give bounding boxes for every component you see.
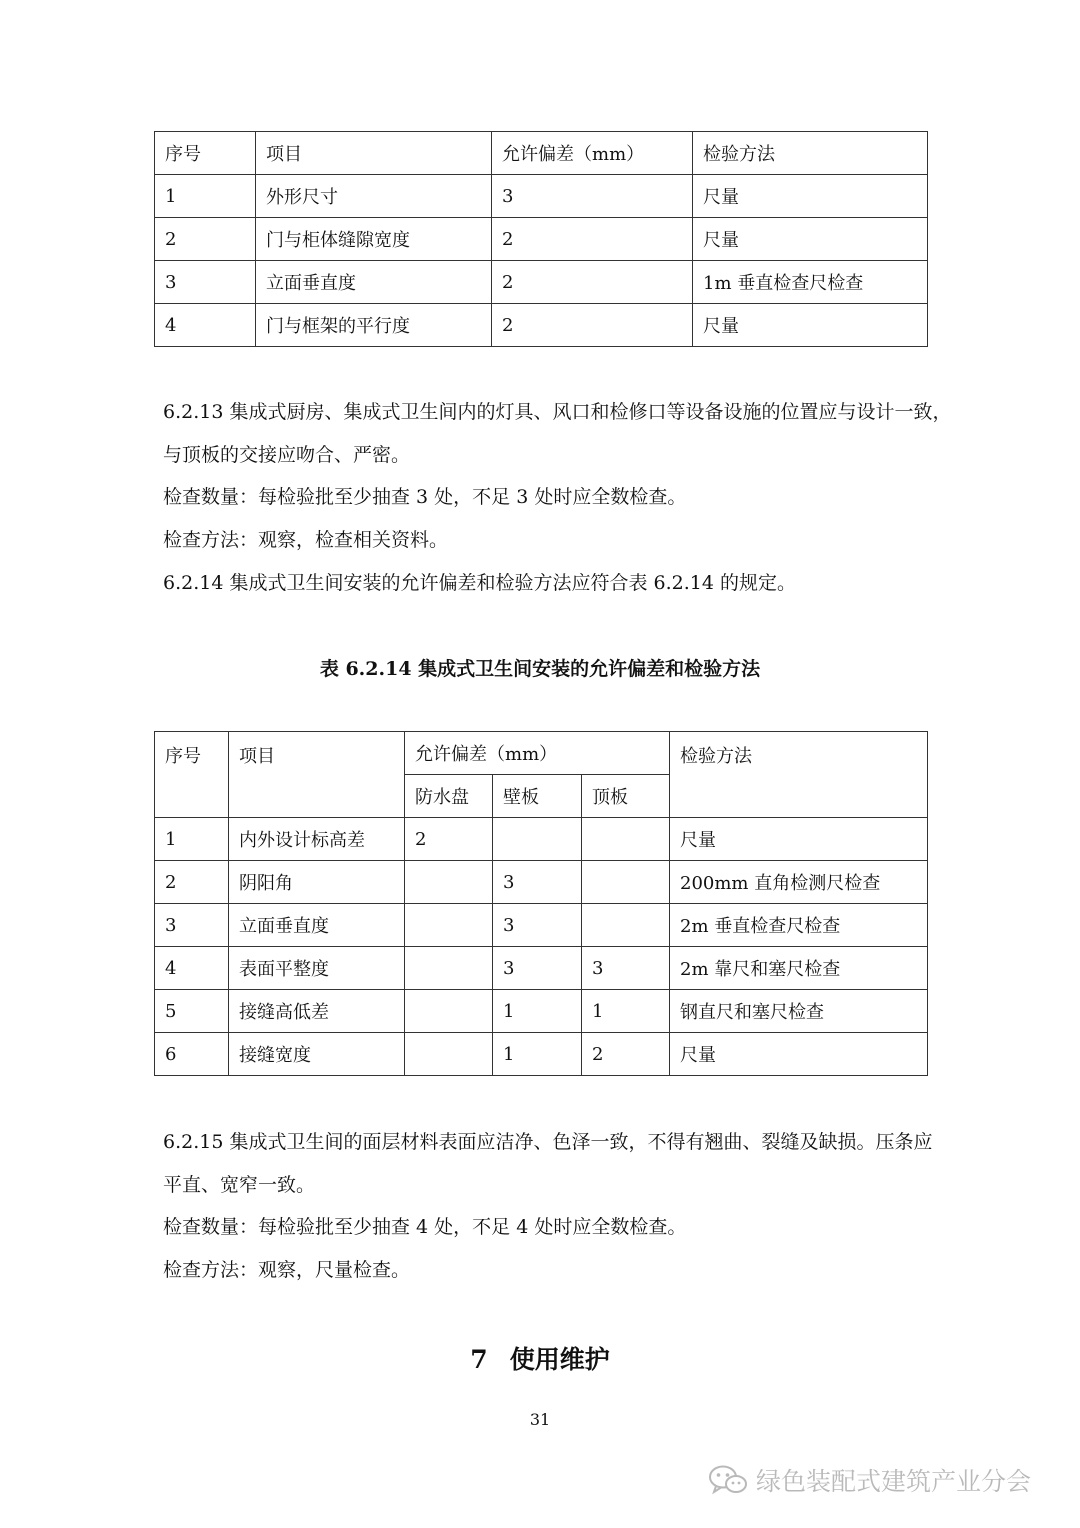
table-cell: 接缝宽度 [229, 1033, 405, 1076]
table-cell: 1 [493, 1033, 582, 1076]
table-cell [582, 818, 670, 861]
clause-6-2-13-line2: 与顶板的交接应吻合、严密。 [163, 444, 411, 466]
check-method-text: 检查方法：观察，检查相关资料。 [163, 529, 449, 551]
table-row [155, 304, 928, 347]
page-number: 31 [529, 1410, 551, 1429]
table-cell [582, 861, 670, 904]
table-row [155, 175, 928, 218]
table-cell [582, 904, 670, 947]
table-cell: 外形尺寸 [256, 175, 492, 218]
table-cell: 2 [155, 218, 256, 261]
table-cell: 3 [493, 947, 582, 990]
header-cell: 允许偏差（mm） [405, 732, 670, 775]
table-cell: 尺量 [693, 218, 928, 261]
header-cell: 允许偏差（mm） [492, 132, 693, 175]
table-header-row [155, 732, 928, 775]
subheader-cell: 防水盘 [405, 775, 493, 818]
table-cell [405, 1033, 493, 1076]
table-cell: 5 [155, 990, 229, 1033]
table-cell: 立面垂直度 [229, 904, 405, 947]
table-cell: 2 [405, 818, 493, 861]
table-row [155, 218, 928, 261]
tolerance-table-1 [154, 131, 928, 347]
table-cell: 立面垂直度 [256, 261, 492, 304]
table-row [155, 990, 928, 1033]
table-row [155, 1033, 928, 1076]
table-cell: 阴阳角 [229, 861, 405, 904]
table-row [155, 818, 928, 861]
check-quantity-text: 检查数量：每检验批至少抽查 3 处，不足 3 处时应全数检查。 [163, 486, 687, 508]
table-caption: 表 6.2.14 集成式卫生间安装的允许偏差和检验方法 [319, 658, 761, 680]
watermark [708, 1460, 1031, 1500]
header-cell: 项目 [229, 732, 405, 818]
header-cell: 检验方法 [693, 132, 928, 175]
table-cell [405, 990, 493, 1033]
tolerance-table-2 [154, 731, 928, 1076]
table-cell [493, 818, 582, 861]
table-header-row [155, 132, 928, 175]
check-method-text: 检查方法：观察，尺量检查。 [163, 1259, 411, 1281]
table-cell: 2 [155, 861, 229, 904]
table-cell: 钢直尺和塞尺检查 [670, 990, 928, 1033]
clause-6-2-15-line1: 6.2.15 集成式卫生间的面层材料表面应洁净、色泽一致，不得有翘曲、裂缝及缺损。压条应 [163, 1131, 933, 1153]
table-cell: 2 [492, 218, 693, 261]
table-cell: 门与柜体缝隙宽度 [256, 218, 492, 261]
header-cell: 检验方法 [670, 732, 928, 818]
table-cell: 3 [492, 175, 693, 218]
table-cell [405, 861, 493, 904]
chapter-title: 使用维护 [509, 1345, 610, 1374]
table-cell: 1m 垂直检查尺检查 [693, 261, 928, 304]
table-row [155, 261, 928, 304]
watermark-text: 绿色装配式建筑产业分会 [756, 1467, 1032, 1496]
table-cell: 3 [155, 261, 256, 304]
table-cell: 门与框架的平行度 [256, 304, 492, 347]
table-row [155, 861, 928, 904]
clause-6-2-13-line1: 6.2.13 集成式厨房、集成式卫生间内的灯具、风口和检修口等设备设施的位置应与设计一致， [163, 401, 952, 423]
table-cell: 尺量 [693, 304, 928, 347]
table-cell: 2 [492, 261, 693, 304]
table-cell: 1 [155, 818, 229, 861]
table-cell: 4 [155, 947, 229, 990]
table-cell: 1 [582, 990, 670, 1033]
table-cell: 内外设计标高差 [229, 818, 405, 861]
table-cell: 3 [493, 904, 582, 947]
table-cell: 接缝高低差 [229, 990, 405, 1033]
subheader-cell: 壁板 [493, 775, 582, 818]
table-cell: 尺量 [693, 175, 928, 218]
table-cell: 表面平整度 [229, 947, 405, 990]
table-cell: 尺量 [670, 1033, 928, 1076]
table-cell: 2m 垂直检查尺检查 [670, 904, 928, 947]
subheader-cell: 顶板 [582, 775, 670, 818]
table-cell: 6 [155, 1033, 229, 1076]
table-row [155, 947, 928, 990]
clause-6-2-14-line1: 6.2.14 集成式卫生间安装的允许偏差和检验方法应符合表 6.2.14 的规定。 [163, 572, 796, 594]
wechat-icon [708, 1464, 748, 1496]
table-cell [405, 947, 493, 990]
table-cell: 3 [155, 904, 229, 947]
table-cell: 2 [492, 304, 693, 347]
header-cell: 项目 [256, 132, 492, 175]
clause-6-2-15-line2: 平直、宽窄一致。 [163, 1174, 316, 1196]
table-cell: 2 [582, 1033, 670, 1076]
table-cell: 尺量 [670, 818, 928, 861]
table-row [155, 904, 928, 947]
table-cell: 1 [493, 990, 582, 1033]
table-cell: 1 [155, 175, 256, 218]
header-cell: 序号 [155, 132, 256, 175]
table-cell: 2m 靠尺和塞尺检查 [670, 947, 928, 990]
header-cell: 序号 [155, 732, 229, 818]
table-cell: 4 [155, 304, 256, 347]
chapter-heading [0, 1340, 1080, 1376]
table-cell: 3 [582, 947, 670, 990]
table-cell: 3 [493, 861, 582, 904]
table-cell: 200mm 直角检测尺检查 [670, 861, 928, 904]
chapter-number: 7 [470, 1345, 488, 1374]
check-quantity-text: 检查数量：每检验批至少抽查 4 处，不足 4 处时应全数检查。 [163, 1216, 687, 1238]
table-cell [405, 904, 493, 947]
